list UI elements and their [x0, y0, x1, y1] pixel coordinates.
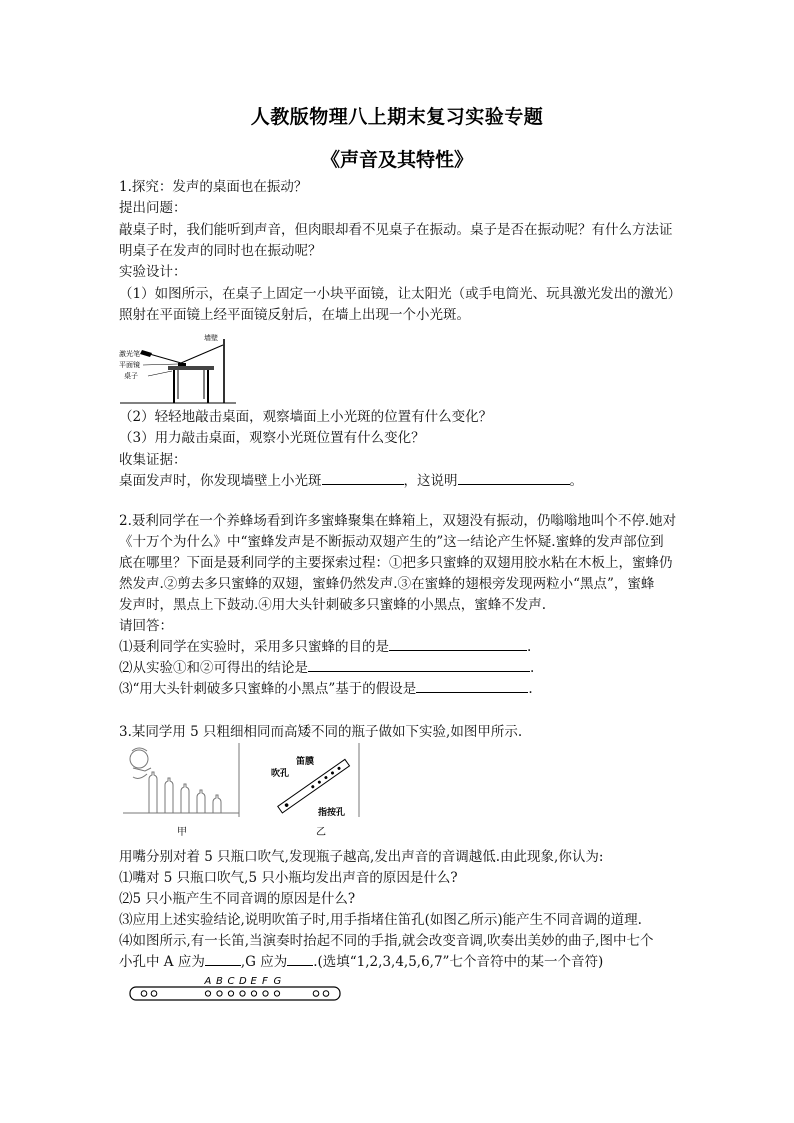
q2-answer-1-text: ⑴聂利同学在实验时，采用多只蜜蜂的目的是 [119, 639, 389, 655]
fig1-table-label: 桌子 [124, 372, 138, 380]
flute-hole-label-G: G [273, 976, 282, 987]
q3-sub3: ⑶应用上述实验结论,说明吹笛子时,用手指堵住笛孔(如图乙所示)能产生不同音调的道理. [119, 912, 642, 928]
flute-hole-label-A: A [204, 976, 212, 987]
q1-ask-label: 提出问题： [119, 200, 187, 216]
q3-sub4-text-a: 小孔中 A 应为 [119, 954, 205, 970]
page-subtitle: 《声音及其特性》 [320, 149, 473, 171]
q2-line4: 然发声.②剪去多只蜜蜂的双翅，蜜蜂仍然发声.③在蜜蜂的翅根旁发现两粒小“黑点”，蜜蜂 [119, 576, 655, 592]
q1-question-line2: 明桌子在发声的同时也在振动呢？ [119, 243, 322, 259]
q1-evidence-label: 收集证据： [119, 452, 187, 468]
q2-answer-1-end: . [527, 639, 532, 655]
q2-answer-blank-3[interactable] [416, 680, 528, 693]
q1-step1-line2: 照射在平面镜上经平面镜反射后，在墙上出现一个小光斑。 [119, 307, 470, 323]
fig2-finger-hole-label: 指按孔 [318, 808, 346, 818]
fig-jia-label: 甲 [177, 827, 187, 838]
flute-hole-label-B: B [216, 976, 223, 987]
q2-line1: 2.聂利同学在一个养蜂场看到许多蜜蜂聚集在蜂箱上，双翅没有振动，仍嗡嗡地叫个不停.她对 [119, 513, 677, 529]
fig2-blow-hole-label: 吹孔 [271, 769, 290, 779]
q3-sub2: ⑵5 只小瓶产生不同音调的原因是什么? [119, 891, 356, 907]
q1-question-line1: 敲桌子时，我们能听到声音，但肉眼却看不见桌子在振动。桌子是否在振动呢？有什么方法证 [119, 222, 673, 238]
q1-step2: （2）轻轻地敲击桌面，观察墙面上小光斑的位置有什么变化？ [119, 409, 493, 425]
q1-evidence-text-b: ，这说明 [403, 473, 458, 489]
page-title: 人教版物理八上期末复习实验专题 [250, 106, 544, 128]
q1-answer-blank-1[interactable] [322, 472, 404, 485]
flute-hole-label-F: F [262, 976, 268, 987]
q2-answer-label: 请回答： [119, 618, 173, 634]
q3-answer-blank-g[interactable] [287, 953, 313, 966]
q2-answer-1 [119, 637, 531, 657]
q3-sub4-line1: ⑷如图所示,有一长笛,当演奏时抬起不同的手指,就会改变音调,吹奏出美妙的曲子,图中七个 [119, 933, 654, 949]
q2-answer-blank-2[interactable] [308, 659, 530, 672]
fig1-laser-label: 激光笔 [119, 350, 140, 358]
q1-step1-line1: （1）如图所示，在桌子上固定一小块平面镜，让太阳光（或手电筒光、玩具激光发出的激光） [119, 286, 682, 302]
fig2-membrane-label: 笛膜 [296, 757, 315, 767]
q1-evidence-text-c: 。 [569, 473, 583, 489]
q2-answer-2-text: ⑵从实验①和②可得出的结论是 [119, 660, 308, 676]
q3-intro: 3.某同学用 5 只粗细相同而高矮不同的瓶子做如下实验,如图甲所示. [119, 724, 523, 740]
flute-hole-label-D: D [239, 976, 247, 987]
q3-answer-blank-a[interactable] [205, 953, 241, 966]
q2-answer-2-end: . [530, 660, 535, 676]
flute-hole-label-C: C [227, 976, 235, 987]
q2-line3: 底在哪里？下面是聂利同学的主要探索过程：①把多只蜜蜂的双翅用胶水粘在木板上，蜜蜂仍 [119, 555, 673, 571]
q1-step3: （3）用力敲击桌面，观察小光斑位置有什么变化？ [119, 430, 425, 446]
q2-line2: 《十万个为什么》中“蜜蜂发声是不断振动双翅产生的”这一结论产生怀疑.蜜蜂的发声部位到 [119, 534, 664, 550]
flute-figure [126, 974, 346, 1004]
flute-hole-label-E: E [250, 976, 257, 987]
q3-sub4-text-b: ,G 应为 [240, 954, 288, 970]
laser-mirror-figure [118, 331, 238, 405]
q3-sub1: ⑴嘴对 5 只瓶口吹气,5 只小瓶均发出声音的原因是什么? [119, 870, 458, 886]
q2-answer-3 [119, 679, 533, 699]
q1-evidence-text-a: 桌面发声时，你发现墙壁上小光斑 [119, 473, 322, 489]
q2-answer-2 [119, 658, 534, 678]
q2-answer-3-end: . [528, 681, 533, 697]
q2-answer-3-text: ⑶“用大头针刺破多只蜜蜂的小黑点”基于的假设是 [119, 681, 417, 697]
q3-sub4-text-c: .(选填“1,2,3,4,5,6,7”七个音符中的某一个音符) [313, 954, 604, 970]
q3-observe: 用嘴分别对着 5 只瓶口吹气,发现瓶子越高,发出声音的音调越低.由此现象,你认为: [119, 849, 604, 865]
fig-yi-label: 乙 [316, 827, 326, 838]
q2-answer-blank-1[interactable] [389, 638, 527, 651]
q1-evidence-line [119, 471, 583, 491]
q2-line5: 发声时，黑点上下鼓动.④用大头针刺破多只蜜蜂的小黑点，蜜蜂不发声. [119, 597, 547, 613]
q1-answer-blank-2[interactable] [458, 472, 570, 485]
bottles-flute-figure [121, 741, 361, 843]
q1-design-label: 实验设计： [119, 264, 187, 280]
q1-heading: 1.探究：发声的桌面也在振动？ [119, 179, 308, 195]
fig1-wall-label: 墙壁 [204, 334, 218, 342]
q3-sub4-line2 [119, 952, 603, 972]
fig1-mirror-label: 平面镜 [119, 361, 140, 369]
